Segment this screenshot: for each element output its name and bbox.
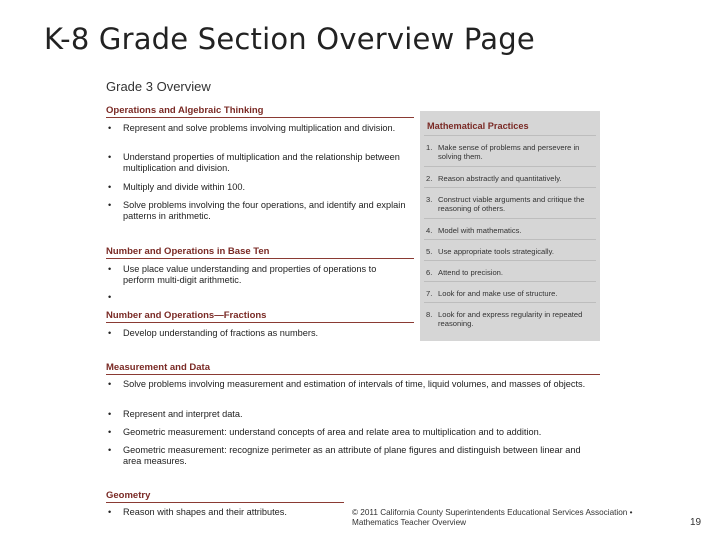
section-heading-fractions: Number and Operations—Fractions [106,310,267,321]
practices-rule [424,187,596,188]
slide-title: K-8 Grade Section Overview Page [44,22,535,56]
section-heading-base-ten: Number and Operations in Base Ten [106,246,270,257]
section-rule [106,258,414,259]
practices-rule [424,239,596,240]
section-rule [106,502,344,503]
section-rule [106,374,600,375]
section-heading-measurement-data: Measurement and Data [106,362,211,373]
mathematical-practices-panel: Mathematical Practices 1. Make sense of problems and persevere in solving them. 2. Reason abstractly and quantitatively. 3. Construct viable arguments and critique the reasoning of others. 4. Model with mathematics. 5. Use appropriate tools strategically. 6. Attend to precision. 7. Look for and make use of structure. 8. Look for and express regularity in repeated reasoning. [420,111,600,341]
section-heading-geometry: Geometry [106,490,151,501]
grade-overview-document: Grade 3 Overview Operations and Algebraic Thinking • Represent and solve problems involving multiplication and division. • Understand properties of multiplication and the relationship between multiplication and division. • Multiply and divide within 100. • Solve problems involving the four operations, and identify and explain patterns in arithmetic. Number and Operations in Base Ten • Use place value understanding and properties of operations to perform multi-digit arithmetic. • Number and Operations—Fractions • Develop understanding of fractions as numbers. Mathematical Practices 1. Make sense of problems and persevere in solving them. 2. Reason abstractly and quantitatively. 3. Construct viable arguments and critique the reasoning of others. 4. Model with mathematics. 5. Use appropriate tools strategically. 6. Attend to precision. 7. Look for and make use of structure. 8. Look for and express regularity in repeated reasoning. Measurement and Data • Solve problems involving measurement and estimation of intervals of time, liquid volumes, and masses of objects. • Represent and interpret data. • Geometric measurement: understand concepts of area and relate area to multiplication and to addition. • Geometric measurement: recognize perimeter as an attribute of plane figures and distinguish between linear and area measures. Geometry • Reason with shapes and their attributes. [98,76,604,536]
practices-rule [424,166,596,167]
practices-rule [424,281,596,282]
practices-rule [424,135,596,136]
practices-heading: Mathematical Practices [427,121,529,131]
section-rule [106,322,414,323]
document-title: Grade 3 Overview [106,79,211,94]
section-rule [106,117,414,118]
practices-rule [424,302,596,303]
practices-rule [424,218,596,219]
practices-rule [424,260,596,261]
section-heading-operations-algebraic: Operations and Algebraic Thinking [106,105,264,116]
page-number: 19 [690,517,702,528]
footer-text: © 2011 California County Superintendents Educational Services Association • Mathematics Teacher Overview [352,508,633,527]
